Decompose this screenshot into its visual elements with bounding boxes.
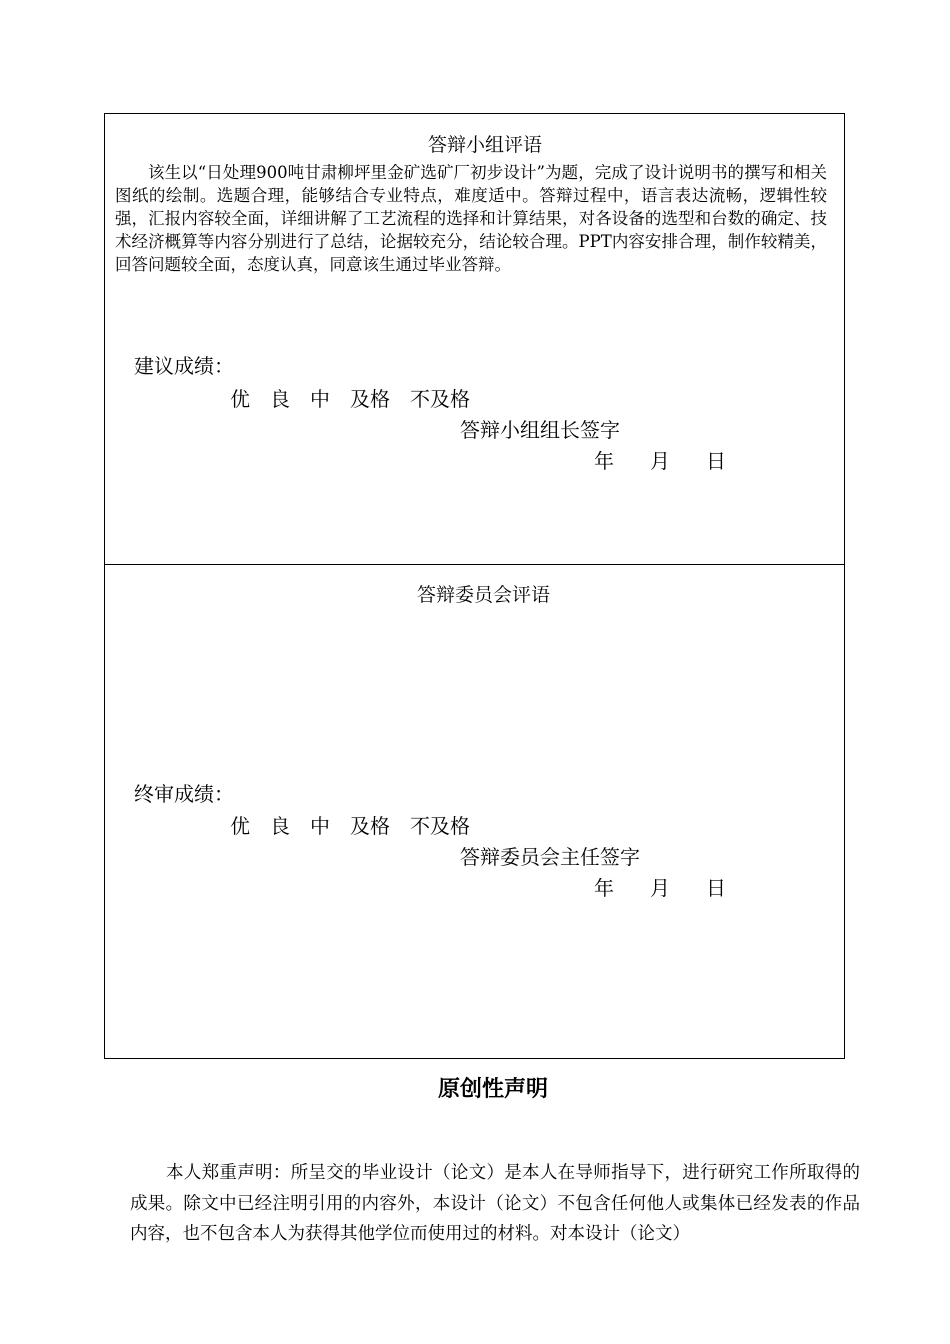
group-comment-title: 答辩小组评语: [428, 134, 543, 156]
date-year: 年: [594, 876, 614, 900]
declaration-text: 本人郑重声明：所呈交的毕业设计（论文）是本人在导师指导下，进行研究工作所取得的成果。除文中已经注明引用的内容外，本设计（论文）不包含任何他人或集体已经发表的作品内容，也不包含本人为获得其他学位而使用过的材料。对本设计（论文）: [130, 1163, 860, 1244]
grade-option-excellent: 优: [230, 387, 250, 411]
group-comment-text: 该生以“日处理900吨甘肃柳坪里金矿选矿厂初步设计”为题，完成了设计说明书的撰写和相关图纸的绘制。选题合理，能够结合专业特点，难度适中。答辩过程中，语言表达流畅，逻辑性较强，汇报内容较全面，详细讲解了工艺流程的选择和计算结果，对各设备的选型和台数的确定、技术经济概算等内容分别进行了总结，论据较充分，结论较合理。PPT内容安排合理，制作较精美，回答问题较全面，态度认真，同意该生通过毕业答辩。: [115, 163, 827, 274]
grade-option-good: 良: [270, 387, 290, 411]
grade-option-pass: 及格: [350, 387, 390, 411]
date-year: 年: [594, 449, 614, 473]
group-leader-signature-label: 答辩小组组长签字: [460, 418, 620, 442]
committee-comment-title: 答辩委员会评语: [417, 584, 551, 606]
date-day: 日: [706, 876, 726, 900]
group-grade-options: [230, 383, 470, 412]
date-month: 月: [650, 449, 670, 473]
grade-option-fail: 不及格: [410, 387, 470, 411]
table-divider: [105, 564, 844, 565]
grade-option-medium: 中: [310, 814, 330, 838]
committee-date-line: [594, 872, 762, 901]
committee-chair-signature-label: 答辩委员会主任签字: [460, 845, 640, 869]
grade-option-fail: 不及格: [410, 814, 470, 838]
date-month: 月: [650, 876, 670, 900]
suggested-grade-label: 建议成绩：: [134, 354, 234, 378]
grade-option-medium: 中: [310, 387, 330, 411]
declaration-title: 原创性声明: [437, 1077, 548, 1102]
grade-option-excellent: 优: [230, 814, 250, 838]
grade-option-pass: 及格: [350, 814, 390, 838]
committee-grade-options: [230, 810, 470, 839]
grade-option-good: 良: [270, 814, 290, 838]
final-grade-label: 终审成绩：: [134, 782, 234, 806]
date-day: 日: [706, 449, 726, 473]
evaluation-table: [104, 113, 845, 1059]
group-date-line: [594, 445, 762, 474]
